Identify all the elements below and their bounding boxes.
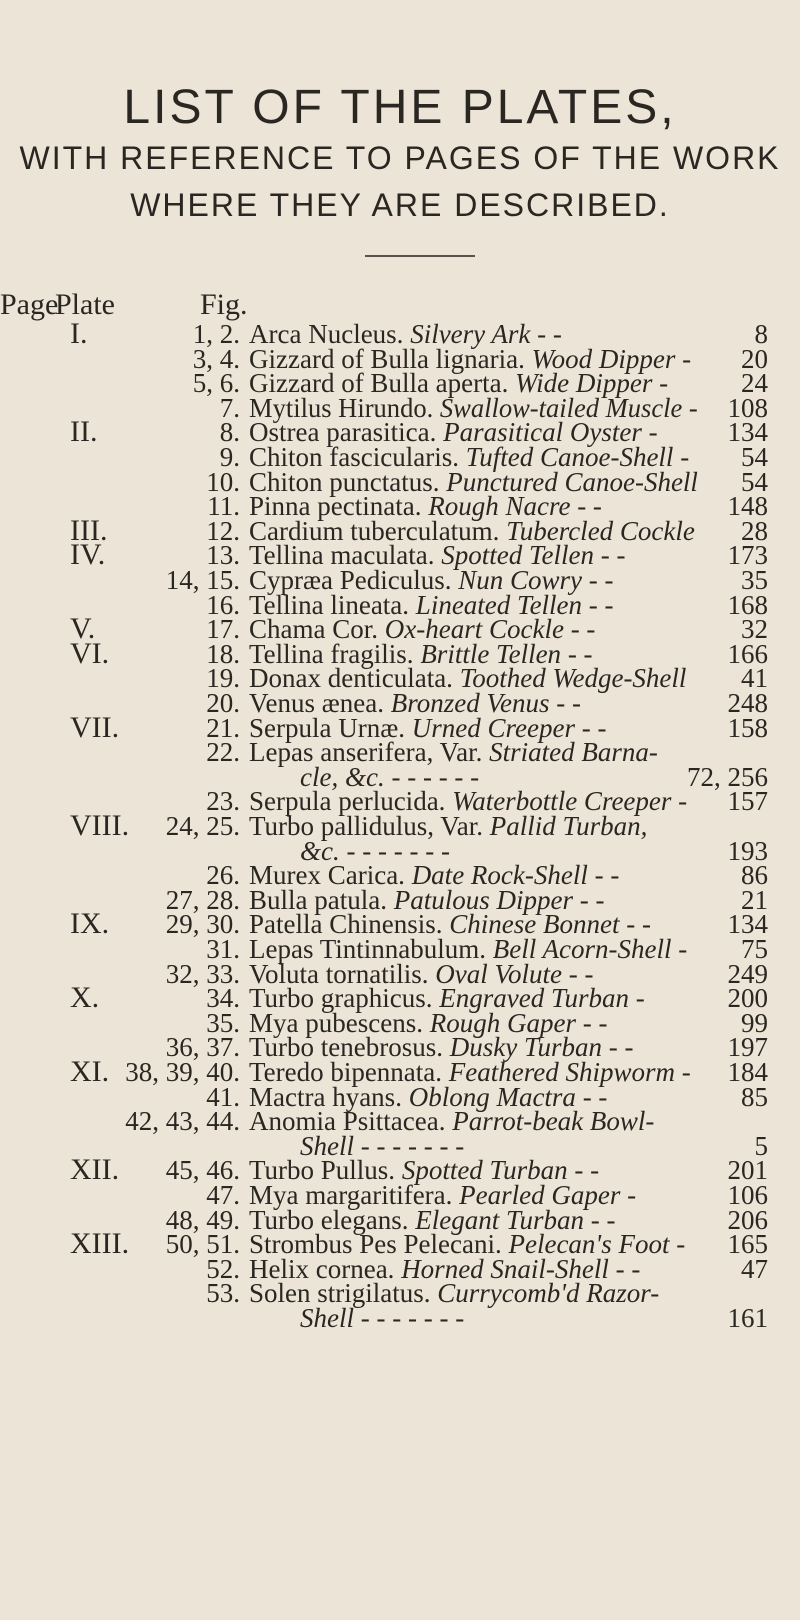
page-reference: 41 — [741, 663, 768, 694]
page-subtitle-line-1: WITH REFERENCE TO PAGES OF THE WORK — [19, 140, 781, 176]
figure-number: 36, 37. — [165, 1032, 240, 1063]
leader-dashes: - - — [577, 491, 602, 522]
leader-dashes: - — [682, 343, 692, 374]
english-name: Pelecan's Foot — [508, 1229, 670, 1260]
leader-dashes: - — [680, 442, 690, 472]
english-name: Elegant Turban — [415, 1204, 585, 1235]
page-reference: 108 — [727, 392, 768, 423]
page-reference: 184 — [727, 1057, 768, 1087]
latin-name: Tellina fragilis. — [249, 638, 414, 669]
page-reference: 54 — [741, 442, 768, 472]
plate-number: III. — [70, 513, 108, 547]
english-name: Parrot-beak Bowl- — [452, 1106, 655, 1137]
leader-dashes: - — [627, 1180, 637, 1210]
figure-number: 21. — [206, 712, 240, 743]
page-reference: 35 — [741, 565, 768, 595]
latin-name: Mya margaritifera. — [249, 1180, 453, 1210]
figure-number: 13. — [206, 540, 240, 571]
latin-name: Chama Cor. — [249, 614, 378, 645]
latin-name: Turbo pallidulus, Var. — [249, 811, 484, 841]
page-reference: 193 — [727, 835, 768, 866]
page-reference: 168 — [727, 589, 768, 620]
latin-name: Bulla patula. — [249, 884, 387, 915]
english-name: Brittle Tellen — [420, 638, 562, 669]
page-reference: 206 — [727, 1204, 768, 1235]
leader-dashes: - - — [568, 958, 594, 989]
figure-number: 9. — [219, 442, 240, 472]
leader-dashes: - - — [600, 540, 626, 571]
leader-dashes: - - - - - - — [391, 761, 480, 792]
english-name: Rough Gaper — [429, 1007, 576, 1038]
page-reference: 47 — [741, 1253, 768, 1284]
latin-name: Turbo elegans. — [249, 1204, 409, 1235]
plate-number: IV. — [70, 538, 106, 572]
leader-dashes: - - — [594, 860, 620, 891]
page-reference: 173 — [727, 540, 768, 571]
latin-name: Patella Chinensis. — [249, 909, 443, 940]
page-title: LIST OF THE PLATES, — [123, 81, 677, 134]
latin-name: Mya pubescens. — [249, 1007, 423, 1038]
figure-number: 31. — [206, 934, 240, 964]
leader-dashes: - - - - - - - — [360, 1130, 465, 1161]
page-reference: 158 — [727, 712, 768, 743]
page-reference: 54 — [741, 466, 768, 497]
english-name: &c. — [300, 835, 340, 866]
leader-dashes: - — [678, 934, 688, 964]
english-name: Oblong Mactra — [408, 1081, 576, 1112]
plate-number: VII. — [70, 710, 120, 744]
figure-number: 18. — [206, 638, 240, 669]
column-header-fig: Fig. — [200, 288, 248, 321]
page-reference: 134 — [727, 417, 768, 448]
english-name: Tubercled Cockle — [506, 515, 695, 546]
page-reference: 106 — [727, 1180, 768, 1210]
latin-name: Venus ænea. — [249, 688, 384, 718]
latin-name: Ostrea parasitica. — [249, 417, 437, 448]
leader-dashes: - - — [588, 589, 614, 620]
figure-number: 42, 43, 44. — [125, 1106, 240, 1137]
figure-number: 53. — [206, 1278, 240, 1309]
english-name: Bronzed Venus — [390, 688, 550, 718]
english-name: Engraved Turban — [439, 983, 630, 1014]
english-name: Shell — [300, 1303, 354, 1333]
figure-number: 45, 46. — [165, 1155, 240, 1186]
page-subtitle-line-2: WHERE THEY ARE DESCRIBED. — [130, 187, 670, 223]
figure-number: 5, 6. — [192, 368, 240, 399]
entry-description — [300, 1302, 464, 1334]
plate-number: VI. — [70, 636, 110, 670]
latin-name: Chiton punctatus. — [249, 466, 440, 497]
figure-number: 16. — [206, 589, 240, 620]
english-name: Parasitical Oyster — [443, 417, 642, 448]
leader-dashes: - — [659, 368, 669, 399]
english-name: Date Rock-Shell — [411, 860, 588, 891]
figure-number: 32, 33. — [165, 958, 240, 989]
latin-name: Murex Carica. — [249, 860, 405, 891]
page-reference: 248 — [727, 688, 768, 718]
english-name: Oval Volute — [435, 958, 562, 989]
page-reference: 148 — [727, 491, 768, 522]
page-reference: 161 — [727, 1303, 768, 1333]
latin-name: Mytilus Hirundo. — [249, 392, 434, 423]
page-reference: 72, 256 — [687, 761, 768, 792]
page-reference: 249 — [727, 958, 768, 989]
leader-dashes: - - — [588, 565, 614, 595]
english-name: Chinese Bonnet — [449, 909, 620, 940]
list-item — [0, 1302, 800, 1334]
latin-name: Pinna pectinata. — [249, 491, 422, 522]
latin-name: Mactra hyans. — [249, 1081, 402, 1112]
leader-dashes: - - — [570, 614, 596, 645]
latin-name: Anomia Psittacea. — [249, 1106, 446, 1137]
leader-dashes: - — [676, 1229, 686, 1260]
latin-name: Cypræa Pediculus. — [249, 565, 452, 595]
english-name: Pallid Turban, — [489, 811, 648, 841]
page-reference: 165 — [727, 1229, 768, 1260]
figure-number: 34. — [206, 983, 240, 1014]
page-reference: 32 — [741, 614, 768, 645]
latin-name: Lepas anserifera, Var. — [249, 737, 483, 768]
column-header-plate: Plate — [55, 288, 115, 321]
leader-dashes: - - — [582, 1081, 608, 1112]
leader-dashes: - - — [537, 319, 562, 349]
leader-dashes: - - — [608, 1032, 634, 1063]
page-reference: 85 — [741, 1081, 768, 1112]
page-reference: 134 — [727, 909, 768, 940]
page-reference: 157 — [727, 786, 768, 817]
figure-number: 48, 49. — [165, 1204, 240, 1235]
figure-number: 23. — [206, 786, 240, 817]
figure-number: 3, 4. — [192, 343, 240, 374]
english-name: Ox-heart Cockle — [384, 614, 564, 645]
leader-dashes: - — [648, 417, 658, 448]
latin-name: Tellina maculata. — [249, 540, 435, 571]
leader-dashes: - - — [579, 884, 605, 915]
page-reference: 99 — [741, 1007, 768, 1038]
latin-name: Donax denticulata. — [249, 663, 453, 694]
latin-name: Chiton fascicularis. — [249, 442, 459, 472]
figure-number: 24, 25. — [165, 811, 240, 841]
figure-number: 12. — [206, 515, 240, 546]
figure-number: 10. — [206, 466, 240, 497]
english-name: cle, &c. — [300, 761, 385, 792]
plate-number: VIII. — [70, 809, 130, 842]
english-name: Horned Snail-Shell — [401, 1253, 609, 1284]
leader-dashes: - - — [581, 712, 607, 743]
column-header-page: Page — [0, 288, 59, 321]
leader-dashes: - - - - - - - — [360, 1303, 465, 1333]
latin-name: Lepas Tintinnabulum. — [249, 934, 487, 964]
page-reference: 201 — [727, 1155, 768, 1186]
figure-number: 1, 2. — [192, 319, 240, 349]
plate-number: IX. — [70, 907, 110, 941]
english-name: Feathered Shipworm — [448, 1057, 675, 1087]
latin-name: Teredo bipennata. — [249, 1057, 443, 1087]
latin-name: Gizzard of Bulla aperta. — [249, 368, 509, 399]
page-reference: 21 — [741, 884, 768, 915]
leader-dashes: - — [688, 392, 698, 423]
leader-dashes: - — [678, 786, 688, 817]
english-name: Bell Acorn-Shell — [492, 934, 672, 964]
english-name: Lineated Tellen — [415, 589, 583, 620]
figure-number: 17. — [206, 614, 240, 645]
latin-name: Helix cornea. — [249, 1253, 395, 1284]
latin-name: Cardium tuberculatum. — [249, 515, 500, 546]
figure-number: 19. — [206, 663, 240, 694]
english-name: Currycomb'd Razor- — [437, 1278, 660, 1309]
leader-dashes: - - — [626, 909, 651, 940]
plate-number: X. — [70, 981, 100, 1015]
figure-number: 14, 15. — [165, 565, 240, 595]
english-name: Wood Dipper — [531, 343, 676, 374]
plate-number: XII. — [70, 1153, 120, 1187]
figure-number: 41. — [206, 1081, 240, 1112]
english-name: Rough Nacre — [428, 491, 571, 522]
leader-dashes: - - — [556, 688, 581, 718]
figure-number: 7. — [219, 392, 240, 423]
page-reference: 8 — [754, 319, 768, 349]
latin-name: Solen strigilatus. — [249, 1278, 431, 1309]
page-reference: 166 — [727, 638, 768, 669]
english-name: Waterbottle Creeper — [452, 786, 672, 817]
leader-dashes: - - — [582, 1007, 608, 1038]
figure-number: 50, 51. — [165, 1229, 240, 1260]
latin-name: Voluta tornatilis. — [249, 958, 429, 989]
figure-number: 29, 30. — [165, 909, 240, 940]
english-name: Striated Barna- — [489, 737, 658, 768]
plate-number: II. — [70, 415, 98, 449]
latin-name: Serpula perlucida. — [249, 786, 446, 817]
plate-number: I. — [70, 317, 88, 350]
english-name: Swallow-tailed Muscle — [439, 392, 683, 423]
english-name: Spotted Turban — [401, 1155, 568, 1186]
latin-name: Gizzard of Bulla lignaria. — [249, 343, 525, 374]
figure-number: 47. — [206, 1180, 240, 1210]
decorative-rule — [365, 255, 475, 257]
latin-name: Tellina lineata. — [249, 589, 410, 620]
latin-name: Serpula Urnæ. — [249, 712, 405, 743]
english-name: Patulous Dipper — [393, 884, 573, 915]
english-name: Dusky Turban — [449, 1032, 603, 1063]
figure-number: 27, 28. — [165, 884, 240, 915]
figure-number: 11. — [207, 491, 240, 522]
figure-number: 35. — [206, 1007, 240, 1038]
leader-dashes: - - — [590, 1204, 616, 1235]
figure-number: 26. — [206, 860, 240, 891]
figure-number: 8. — [219, 417, 240, 448]
plate-number: V. — [70, 612, 96, 646]
figure-number: 38, 39, 40. — [125, 1057, 240, 1087]
figure-number: 52. — [206, 1253, 240, 1284]
leader-dashes: - - — [615, 1253, 641, 1284]
english-name: Silvery Ark — [410, 319, 531, 349]
figure-number: 20. — [206, 688, 240, 718]
latin-name: Turbo tenebrosus. — [249, 1032, 444, 1063]
figure-number: 22. — [206, 737, 240, 768]
page-reference: 75 — [741, 934, 768, 964]
latin-name: Turbo graphicus. — [249, 983, 433, 1014]
english-name: Toothed Wedge-Shell — [459, 663, 687, 694]
leader-dashes: - - - - - - - — [346, 835, 450, 866]
leader-dashes: - - — [574, 1155, 600, 1186]
english-name: Urned Creeper — [411, 712, 575, 743]
page-reference: 197 — [727, 1032, 768, 1063]
english-name: Shell — [300, 1130, 354, 1161]
page-reference: 5 — [754, 1130, 768, 1161]
page-reference: 24 — [741, 368, 768, 399]
english-name: Pearled Gaper — [459, 1180, 621, 1210]
latin-name: Strombus Pes Pelecani. — [249, 1229, 502, 1260]
latin-name: Arca Nucleus. — [249, 319, 404, 349]
leader-dashes: - — [681, 1057, 691, 1087]
page-reference: 20 — [741, 343, 768, 374]
english-name: Punctured Canoe-Shell — [446, 466, 698, 497]
page-reference: 86 — [741, 860, 768, 891]
leader-dashes: - - — [567, 638, 593, 669]
latin-name: Turbo Pullus. — [249, 1155, 396, 1186]
leader-dashes: - — [635, 983, 645, 1014]
english-name: Tufted Canoe-Shell — [465, 442, 674, 472]
plate-number: XI. — [70, 1055, 110, 1088]
english-name: Spotted Tellen — [441, 540, 595, 571]
english-name: Nun Cowry — [458, 565, 583, 595]
page-reference: 28 — [741, 515, 768, 546]
page-reference: 200 — [727, 983, 768, 1014]
plate-number: XIII. — [70, 1227, 130, 1261]
english-name: Wide Dipper — [515, 368, 653, 399]
